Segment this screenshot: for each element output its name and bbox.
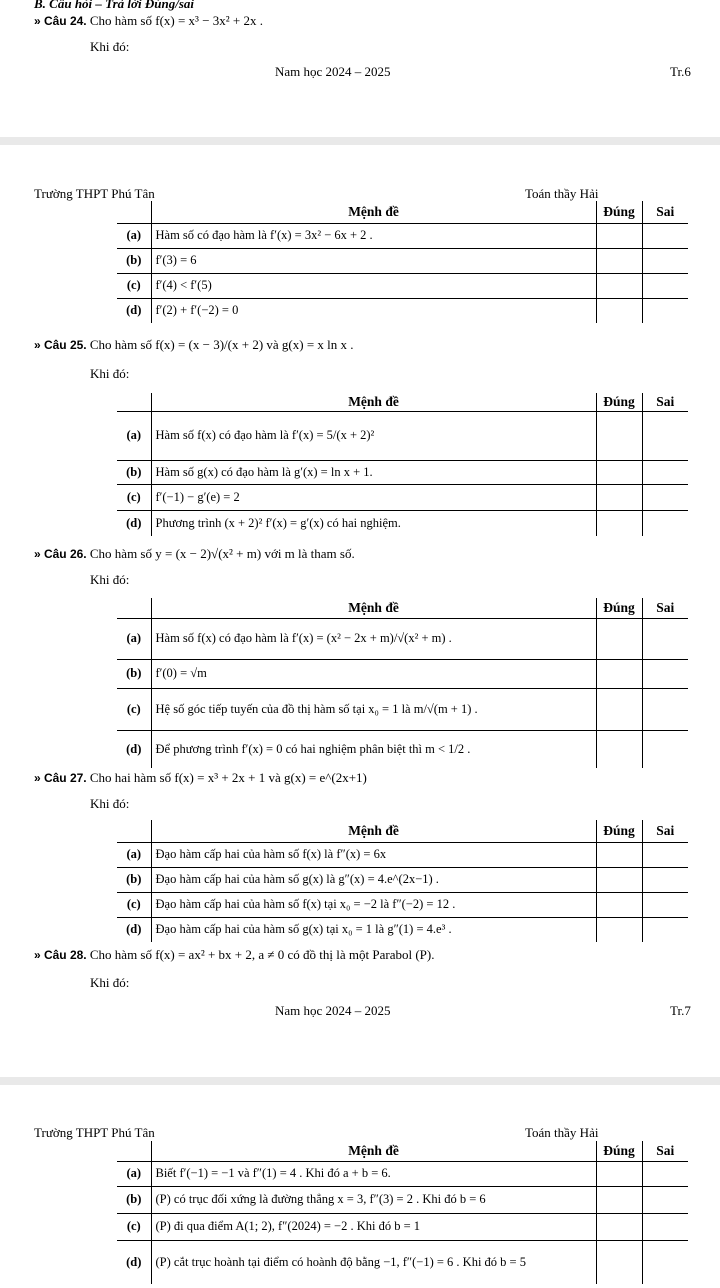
row-statement: Đạo hàm cấp hai của hàm số f(x) là f″(x) = 6x	[151, 842, 596, 867]
row-label: (c)	[117, 273, 151, 298]
question-24-line	[34, 13, 263, 29]
khi-do-label: Khi đó:	[90, 366, 130, 381]
question-number: Câu 26.	[43, 547, 87, 561]
table-header-false: Sai	[642, 1141, 688, 1161]
row-label: (b)	[117, 867, 151, 892]
question-24-table	[117, 201, 688, 323]
school-name: Trường THPT Phú Tân	[34, 1125, 155, 1140]
row-statement: Hệ số góc tiếp tuyến của đồ thị hàm số tại x₀ = 1 là m/√(m + 1) .	[151, 688, 596, 730]
question-marker: »	[34, 338, 41, 352]
table-row	[117, 917, 688, 942]
question-marker: »	[34, 14, 41, 28]
question-text: Cho hàm số y = (x − 2)√(x² + m) với m là tham số.	[89, 546, 355, 561]
question-number: Câu 25.	[43, 338, 87, 352]
row-statement: (P) đi qua điểm A(1; 2), f″(2024) = −2 . Khi đó b = 1	[151, 1213, 596, 1240]
question-text: Cho hàm số f(x) = ax² + bx + 2, a ≠ 0 có đồ thị là một Parabol (P).	[89, 947, 435, 962]
table-header-blank	[117, 598, 151, 618]
false-answer-cell[interactable]	[642, 223, 688, 248]
true-answer-cell[interactable]	[596, 688, 642, 730]
true-answer-cell[interactable]	[596, 730, 642, 768]
row-label: (b)	[117, 460, 151, 484]
row-statement: f′(0) = √m	[151, 659, 596, 688]
table-header-true: Đúng	[596, 820, 642, 842]
row-statement: Đạo hàm cấp hai của hàm số f(x) tại x₀ = −2 là f″(−2) = 12 .	[151, 892, 596, 917]
question-text: Cho hai hàm số f(x) = x³ + 2x + 1 và g(x) = e^(2x+1)	[89, 770, 367, 785]
question-marker: »	[34, 948, 41, 962]
row-label: (b)	[117, 1186, 151, 1213]
table-row	[117, 659, 688, 688]
table-header-false: Sai	[642, 201, 688, 223]
true-answer-cell[interactable]	[596, 223, 642, 248]
row-label: (a)	[117, 618, 151, 659]
true-answer-cell[interactable]	[596, 484, 642, 510]
true-answer-cell[interactable]	[596, 510, 642, 536]
true-answer-cell[interactable]	[596, 298, 642, 323]
question-26-table	[117, 598, 688, 768]
page-break	[0, 1077, 720, 1085]
row-label: (b)	[117, 659, 151, 688]
false-answer-cell[interactable]	[642, 1161, 688, 1186]
false-answer-cell[interactable]	[642, 618, 688, 659]
table-row	[117, 1213, 688, 1240]
true-answer-cell[interactable]	[596, 842, 642, 867]
true-answer-cell[interactable]	[596, 248, 642, 273]
false-answer-cell[interactable]	[642, 298, 688, 323]
table-header-statement: Mệnh đề	[151, 201, 596, 223]
table-row	[117, 411, 688, 460]
table-header-statement: Mệnh đề	[151, 598, 596, 618]
table-row	[117, 842, 688, 867]
table-header-statement: Mệnh đề	[151, 1141, 596, 1161]
question-text: Cho hàm số f(x) = (x − 3)/(x + 2) và g(x) = x ln x .	[89, 337, 354, 352]
false-answer-cell[interactable]	[642, 1240, 688, 1284]
question-28-table	[117, 1141, 688, 1284]
table-header-false: Sai	[642, 820, 688, 842]
row-statement: Để phương trình f′(x) = 0 có hai nghiệm phân biệt thì m < 1/2 .	[151, 730, 596, 768]
table-row	[117, 730, 688, 768]
row-label: (d)	[117, 917, 151, 942]
row-label: (d)	[117, 730, 151, 768]
false-answer-cell[interactable]	[642, 273, 688, 298]
false-answer-cell[interactable]	[642, 867, 688, 892]
footer-year: Nam học 2024 – 2025	[275, 64, 391, 79]
true-answer-cell[interactable]	[596, 867, 642, 892]
false-answer-cell[interactable]	[642, 892, 688, 917]
table-header-blank	[117, 1141, 151, 1161]
table-row	[117, 1161, 688, 1186]
row-label: (a)	[117, 411, 151, 460]
row-statement: f′(3) = 6	[151, 248, 596, 273]
question-27-line	[34, 770, 367, 786]
table-header-statement: Mệnh đề	[151, 820, 596, 842]
khi-do-label: Khi đó:	[90, 975, 130, 990]
row-statement: (P) có trục đối xứng là đường thẳng x = 3, f″(3) = 2 . Khi đó b = 6	[151, 1186, 596, 1213]
false-answer-cell[interactable]	[642, 730, 688, 768]
false-answer-cell[interactable]	[642, 1213, 688, 1240]
teacher-name: Toán thầy Hải	[525, 186, 599, 201]
question-number: Câu 24.	[43, 14, 87, 28]
question-number: Câu 27.	[43, 771, 87, 785]
question-28-line	[34, 947, 435, 963]
true-answer-cell[interactable]	[596, 1213, 642, 1240]
table-header-blank	[117, 201, 151, 223]
false-answer-cell[interactable]	[642, 688, 688, 730]
question-marker: »	[34, 547, 41, 561]
row-statement: f′(−1) − g′(e) = 2	[151, 484, 596, 510]
row-statement: Hàm số f(x) có đạo hàm là f′(x) = (x² − 2x + m)/√(x² + m) .	[151, 618, 596, 659]
row-statement: Hàm số g(x) có đạo hàm là g′(x) = ln x + 1.	[151, 460, 596, 484]
true-answer-cell[interactable]	[596, 659, 642, 688]
true-answer-cell[interactable]	[596, 1161, 642, 1186]
row-label: (b)	[117, 248, 151, 273]
table-row	[117, 618, 688, 659]
khi-do-label: Khi đó:	[90, 572, 130, 587]
false-answer-cell[interactable]	[642, 510, 688, 536]
table-header-false: Sai	[642, 393, 688, 411]
row-statement: Phương trình (x + 2)² f′(x) = g′(x) có hai nghiệm.	[151, 510, 596, 536]
true-answer-cell[interactable]	[596, 618, 642, 659]
table-header-true: Đúng	[596, 393, 642, 411]
true-answer-cell[interactable]	[596, 460, 642, 484]
true-answer-cell[interactable]	[596, 1186, 642, 1213]
false-answer-cell[interactable]	[642, 917, 688, 942]
table-header-true: Đúng	[596, 598, 642, 618]
table-row	[117, 484, 688, 510]
table-row	[117, 1186, 688, 1213]
school-name: Trường THPT Phú Tân	[34, 186, 155, 201]
false-answer-cell[interactable]	[642, 842, 688, 867]
question-number: Câu 28.	[43, 948, 87, 962]
row-label: (c)	[117, 1213, 151, 1240]
question-text: Cho hàm số f(x) = x³ − 3x² + 2x .	[89, 13, 264, 28]
false-answer-cell[interactable]	[642, 1186, 688, 1213]
row-statement: Biết f′(−1) = −1 và f″(1) = 4 . Khi đó a + b = 6.	[151, 1161, 596, 1186]
true-answer-cell[interactable]	[596, 917, 642, 942]
row-statement: f′(2) + f′(−2) = 0	[151, 298, 596, 323]
row-statement: (P) cắt trục hoành tại điểm có hoành độ bằng −1, f″(−1) = 6 . Khi đó b = 5	[151, 1240, 596, 1284]
row-statement: Đạo hàm cấp hai của hàm số g(x) là g″(x) = 4.e^(2x−1) .	[151, 867, 596, 892]
row-statement: f′(4) < f′(5)	[151, 273, 596, 298]
row-label: (c)	[117, 688, 151, 730]
row-statement: Đạo hàm cấp hai của hàm số g(x) tại x₀ = 1 là g″(1) = 4.e³ .	[151, 917, 596, 942]
false-answer-cell[interactable]	[642, 460, 688, 484]
true-answer-cell[interactable]	[596, 1240, 642, 1284]
table-header-blank	[117, 393, 151, 411]
true-answer-cell[interactable]	[596, 273, 642, 298]
table-row	[117, 688, 688, 730]
false-answer-cell[interactable]	[642, 659, 688, 688]
khi-do-label: Khi đó:	[90, 796, 130, 811]
table-header-statement: Mệnh đề	[151, 393, 596, 411]
footer-year: Nam học 2024 – 2025	[275, 1003, 391, 1018]
table-row	[117, 867, 688, 892]
table-header-false: Sai	[642, 598, 688, 618]
row-statement: Hàm số có đạo hàm là f′(x) = 3x² − 6x + 2 .	[151, 223, 596, 248]
khi-do-label: Khi đó:	[90, 39, 130, 54]
question-25-line	[34, 337, 354, 353]
table-header-true: Đúng	[596, 1141, 642, 1161]
row-label: (c)	[117, 484, 151, 510]
row-label: (a)	[117, 1161, 151, 1186]
row-label: (d)	[117, 510, 151, 536]
row-label: (a)	[117, 223, 151, 248]
question-25-table	[117, 393, 688, 536]
table-row	[117, 248, 688, 273]
teacher-name: Toán thầy Hải	[525, 1125, 599, 1140]
row-label: (d)	[117, 1240, 151, 1284]
true-answer-cell[interactable]	[596, 411, 642, 460]
section-header: B. Câu hỏi – Trả lời Đúng/sai	[34, 0, 195, 11]
row-label: (a)	[117, 842, 151, 867]
row-label: (d)	[117, 298, 151, 323]
table-row	[117, 460, 688, 484]
table-row	[117, 298, 688, 323]
table-row	[117, 892, 688, 917]
table-header-blank	[117, 820, 151, 842]
footer-page-number: Tr.7	[670, 1003, 691, 1018]
true-answer-cell[interactable]	[596, 892, 642, 917]
table-row	[117, 223, 688, 248]
false-answer-cell[interactable]	[642, 248, 688, 273]
false-answer-cell[interactable]	[642, 411, 688, 460]
table-header-true: Đúng	[596, 201, 642, 223]
table-row	[117, 510, 688, 536]
table-row	[117, 1240, 688, 1284]
question-27-table	[117, 820, 688, 942]
footer-page-number: Tr.6	[670, 64, 691, 79]
page-break	[0, 137, 720, 145]
row-label: (c)	[117, 892, 151, 917]
question-26-line	[34, 546, 355, 562]
table-row	[117, 273, 688, 298]
question-marker: »	[34, 771, 41, 785]
row-statement: Hàm số f(x) có đạo hàm là f′(x) = 5/(x + 2)²	[151, 411, 596, 460]
false-answer-cell[interactable]	[642, 484, 688, 510]
